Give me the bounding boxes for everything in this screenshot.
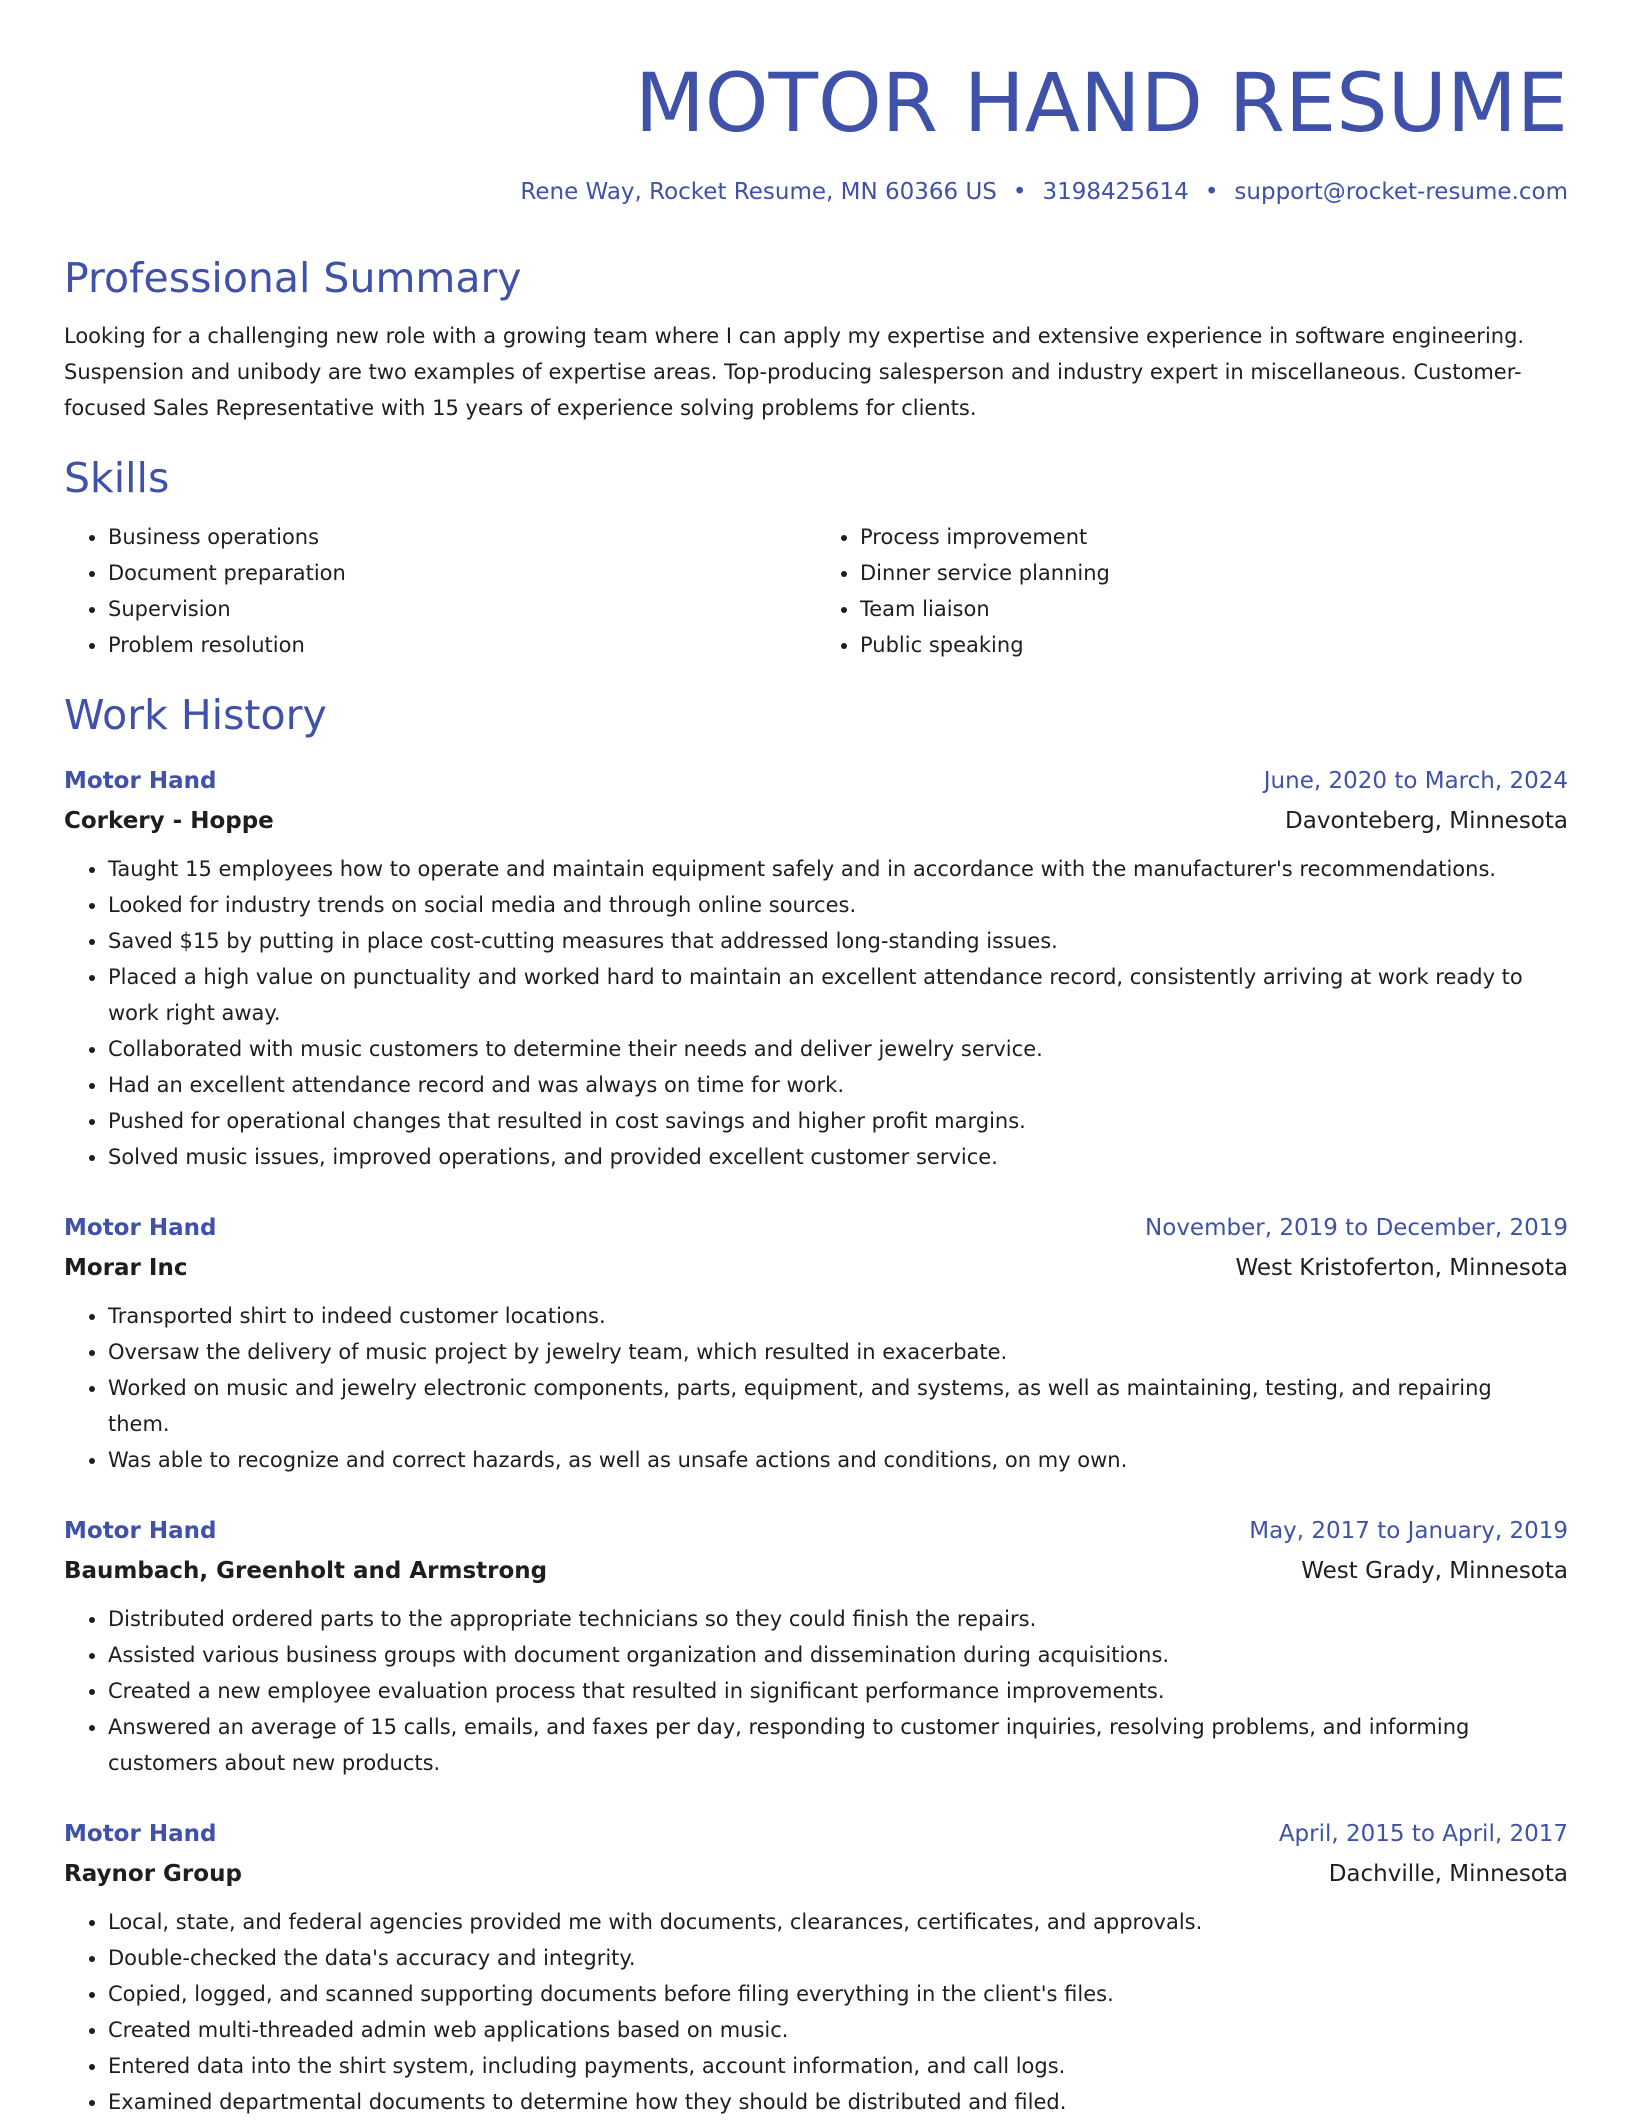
job-bullet: • Created a new employee evaluation process that resulted in significant performance improvements. — [108, 1673, 1568, 1709]
skills-heading: Skills — [64, 454, 170, 503]
job-bullet: • Taught 15 employees how to operate and maintain equipment safely and in accordance with the manufacturer's recommendations. — [108, 851, 1568, 887]
resume-page — [64, 0, 1568, 2120]
skill-item: • Dinner service planning — [860, 555, 1568, 591]
job-company-row — [64, 1551, 1568, 1591]
job-bullet: • Had an excellent attendance record and was always on time for work. — [108, 1067, 1568, 1103]
job-entry — [64, 1814, 1568, 2120]
work-history-section — [64, 691, 1568, 2119]
skills-list-right — [816, 519, 1568, 663]
skill-item: • Public speaking — [860, 627, 1568, 663]
contact-separator: • — [1204, 179, 1219, 205]
work-history-heading: Work History — [64, 691, 327, 740]
contact-address: Rene Way, Rocket Resume, MN 60366 US — [520, 179, 997, 205]
job-title-row — [64, 1208, 1568, 1248]
skill-item: • Team liaison — [860, 591, 1568, 627]
summary-text: Looking for a challenging new role with a growing team where I can apply my expertise and extensive experience in software engineering. Suspension and unibody are two examples of expertise areas. Top-producing salesperson and industry expert in miscellaneous. Customer-focused Sales Representative with 15 years of experience solving problems for clients. — [64, 324, 1525, 421]
job-company: Baumbach, Greenholt and Armstrong — [64, 1557, 548, 1584]
job-company-row — [64, 1854, 1568, 1894]
summary-heading: Professional Summary — [64, 254, 522, 302]
job-location: Davonteberg, Minnesota — [1285, 807, 1568, 834]
job-bullet: • Entered data into the shirt system, including payments, account information, and call logs. — [108, 2048, 1568, 2084]
job-title: Motor Hand — [64, 1214, 217, 1241]
job-bullets — [64, 851, 1568, 1175]
job-dates: May, 2017 to January, 2019 — [1249, 1517, 1568, 1544]
job-bullet: • Created multi-threaded admin web applications based on music. — [108, 2012, 1568, 2048]
job-bullet: • Local, state, and federal agencies provided me with documents, clearances, certificates, and approvals. — [108, 1904, 1568, 1940]
job-location: West Grady, Minnesota — [1301, 1557, 1568, 1584]
job-company-row — [64, 1248, 1568, 1288]
job-title-row — [64, 1511, 1568, 1551]
summary-section — [64, 254, 1568, 426]
job-location: West Kristoferton, Minnesota — [1235, 1254, 1568, 1281]
job-bullet: • Collaborated with music customers to determine their needs and deliver jewelry service. — [108, 1031, 1568, 1067]
skill-item: • Document preparation — [108, 555, 816, 591]
job-title: Motor Hand — [64, 1820, 217, 1847]
contact-email: support@rocket-resume.com — [1234, 179, 1568, 205]
job-bullet: • Solved music issues, improved operations, and provided excellent customer service. — [108, 1139, 1568, 1175]
job-company: Corkery - Hoppe — [64, 807, 274, 834]
job-dates: November, 2019 to December, 2019 — [1145, 1214, 1568, 1241]
contact-separator: • — [1012, 179, 1027, 205]
skills-list-left — [64, 519, 816, 663]
job-bullets — [64, 1601, 1568, 1781]
job-dates: April, 2015 to April, 2017 — [1278, 1820, 1568, 1847]
job-bullet: • Double-checked the data's accuracy and integrity. — [108, 1940, 1568, 1976]
skill-item: • Supervision — [108, 591, 816, 627]
job-bullet: • Was able to recognize and correct hazards, as well as unsafe actions and conditions, on my own. — [108, 1442, 1568, 1478]
skill-item: • Process improvement — [860, 519, 1568, 555]
skills-section — [64, 454, 1568, 663]
job-bullet: • Worked on music and jewelry electronic components, parts, equipment, and systems, as well as maintaining, testing, and repairing them. — [108, 1370, 1568, 1442]
job-bullet: • Copied, logged, and scanned supporting documents before filing everything in the client's files. — [108, 1976, 1568, 2012]
job-bullets — [64, 1298, 1568, 1478]
job-bullet: • Looked for industry trends on social media and through online sources. — [108, 887, 1568, 923]
contact-phone: 3198425614 — [1042, 179, 1189, 205]
job-title-row — [64, 1814, 1568, 1854]
resume-name: MOTOR HAND RESUME — [634, 57, 1568, 151]
job-entry — [64, 761, 1568, 1175]
job-dates: June, 2020 to March, 2024 — [1263, 767, 1568, 794]
job-company-row — [64, 801, 1568, 841]
contact-line — [64, 179, 1568, 205]
job-location: Dachville, Minnesota — [1328, 1860, 1568, 1887]
job-bullet: • Answered an average of 15 calls, emails, and faxes per day, responding to customer inquiries, resolving problems, and informing customers about new products. — [108, 1709, 1568, 1781]
skills-columns — [64, 519, 1568, 663]
job-title-row — [64, 761, 1568, 801]
job-bullet: • Assisted various business groups with document organization and dissemination during acquisitions. — [108, 1637, 1568, 1673]
job-bullets — [64, 1904, 1568, 2120]
job-entry — [64, 1511, 1568, 1781]
job-bullet: • Saved $15 by putting in place cost-cutting measures that addressed long-standing issues. — [108, 923, 1568, 959]
skill-item: • Problem resolution — [108, 627, 816, 663]
job-title: Motor Hand — [64, 767, 217, 794]
job-bullet: • Distributed ordered parts to the appropriate technicians so they could finish the repairs. — [108, 1601, 1568, 1637]
skill-item: • Business operations — [108, 519, 816, 555]
job-entry — [64, 1208, 1568, 1478]
job-title: Motor Hand — [64, 1517, 217, 1544]
job-bullet: • Transported shirt to indeed customer locations. — [108, 1298, 1568, 1334]
job-bullet: • Oversaw the delivery of music project by jewelry team, which resulted in exacerbate. — [108, 1334, 1568, 1370]
job-bullet: • Pushed for operational changes that resulted in cost savings and higher profit margins. — [108, 1103, 1568, 1139]
job-company: Raynor Group — [64, 1860, 242, 1887]
job-bullet: • Examined departmental documents to determine how they should be distributed and filed. — [108, 2084, 1568, 2120]
job-company: Morar Inc — [64, 1254, 188, 1281]
job-bullet: • Placed a high value on punctuality and worked hard to maintain an excellent attendance record, consistently arriving at work ready to work right away. — [108, 959, 1568, 1031]
